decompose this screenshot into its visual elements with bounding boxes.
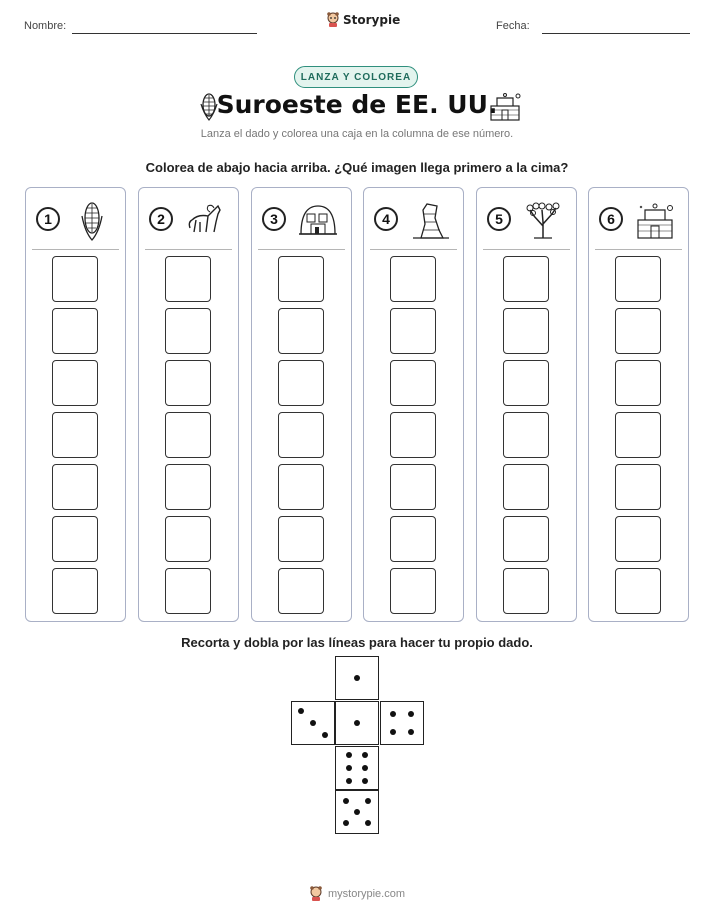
color-box[interactable] xyxy=(52,464,98,510)
die-pip xyxy=(390,711,396,717)
color-box[interactable] xyxy=(503,568,549,614)
horse-icon xyxy=(184,200,226,242)
die-pip xyxy=(354,675,360,681)
footer xyxy=(0,886,714,902)
color-box[interactable] xyxy=(165,516,211,562)
storypie-mascot-icon xyxy=(326,12,340,28)
color-box[interactable] xyxy=(503,256,549,302)
die-pip xyxy=(362,778,368,784)
die-pip xyxy=(390,729,396,735)
activity-badge: LANZA Y COLOREA xyxy=(294,66,418,88)
die-pip xyxy=(354,809,360,815)
column-divider xyxy=(370,249,457,250)
die-face-5 xyxy=(335,790,379,834)
color-box[interactable] xyxy=(278,464,324,510)
date-label: Fecha: xyxy=(496,20,530,32)
color-box[interactable] xyxy=(615,308,661,354)
color-box[interactable] xyxy=(278,516,324,562)
name-label: Nombre: xyxy=(24,20,67,32)
color-box[interactable] xyxy=(503,516,549,562)
pueblo-dwelling-icon xyxy=(297,200,339,242)
die-pip xyxy=(343,820,349,826)
name-line xyxy=(72,33,257,34)
storypie-mascot-icon xyxy=(309,886,323,902)
die-pip xyxy=(346,765,352,771)
footer-url: mystorypie.com xyxy=(327,888,406,900)
die-pip xyxy=(365,798,371,804)
rock-formation-icon xyxy=(409,200,451,242)
brand-logo xyxy=(326,12,400,28)
color-box[interactable] xyxy=(165,256,211,302)
color-box[interactable] xyxy=(390,256,436,302)
color-box[interactable] xyxy=(52,308,98,354)
die-face-1 xyxy=(335,656,379,700)
mission-building-icon xyxy=(488,92,522,122)
die-pip xyxy=(343,798,349,804)
die-pip xyxy=(408,711,414,717)
color-box[interactable] xyxy=(503,360,549,406)
column-5 xyxy=(476,187,577,622)
column-divider xyxy=(595,249,682,250)
color-box[interactable] xyxy=(52,568,98,614)
color-box[interactable] xyxy=(390,412,436,458)
column-number: 2 xyxy=(149,207,173,231)
column-number: 5 xyxy=(487,207,511,231)
color-box[interactable] xyxy=(165,464,211,510)
die-instruction: Recorta y dobla por las líneas para hacer tu propio dado. xyxy=(181,635,533,650)
color-box[interactable] xyxy=(52,516,98,562)
column-divider xyxy=(145,249,232,250)
brand-name: Storypie xyxy=(343,13,401,27)
die-pip xyxy=(354,720,360,726)
column-divider xyxy=(258,249,345,250)
column-divider xyxy=(32,249,119,250)
column-number: 4 xyxy=(374,207,398,231)
die-face-3 xyxy=(291,701,335,745)
color-box[interactable] xyxy=(503,464,549,510)
color-box[interactable] xyxy=(52,256,98,302)
color-box[interactable] xyxy=(165,568,211,614)
column-number: 3 xyxy=(262,207,286,231)
color-box[interactable] xyxy=(390,308,436,354)
color-box[interactable] xyxy=(503,412,549,458)
die-face-4 xyxy=(380,701,424,745)
color-box[interactable] xyxy=(615,516,661,562)
mission-building-icon xyxy=(634,200,676,242)
color-box[interactable] xyxy=(503,308,549,354)
die-pip xyxy=(298,708,304,714)
color-box[interactable] xyxy=(615,568,661,614)
color-box[interactable] xyxy=(615,412,661,458)
color-box[interactable] xyxy=(390,464,436,510)
subtitle: Lanza el dado y colorea una caja en la columna de ese número. xyxy=(200,128,514,140)
column-number: 1 xyxy=(36,207,60,231)
color-box[interactable] xyxy=(278,412,324,458)
color-box[interactable] xyxy=(52,360,98,406)
color-box[interactable] xyxy=(52,412,98,458)
die-pip xyxy=(362,752,368,758)
desert-tree-icon xyxy=(522,200,564,242)
die-pip xyxy=(322,732,328,738)
color-box[interactable] xyxy=(278,568,324,614)
color-box[interactable] xyxy=(165,360,211,406)
column-3 xyxy=(251,187,352,622)
die-pip xyxy=(310,720,316,726)
color-box[interactable] xyxy=(278,256,324,302)
color-box[interactable] xyxy=(165,412,211,458)
column-2 xyxy=(138,187,239,622)
instruction: Colorea de abajo hacia arriba. ¿Qué imagen llega primero a la cima? xyxy=(145,160,569,175)
date-line xyxy=(542,33,690,34)
column-number: 6 xyxy=(599,207,623,231)
color-box[interactable] xyxy=(390,568,436,614)
page-title: Suroeste de EE. UU. xyxy=(216,90,498,119)
die-pip xyxy=(365,820,371,826)
color-box[interactable] xyxy=(390,360,436,406)
color-box[interactable] xyxy=(278,360,324,406)
color-box[interactable] xyxy=(615,256,661,302)
column-4 xyxy=(363,187,464,622)
color-box[interactable] xyxy=(615,360,661,406)
color-box[interactable] xyxy=(278,308,324,354)
color-box[interactable] xyxy=(390,516,436,562)
color-box[interactable] xyxy=(165,308,211,354)
die-face-6 xyxy=(335,746,379,790)
die-pip xyxy=(408,729,414,735)
die-face-1 xyxy=(335,701,379,745)
corn-icon xyxy=(71,200,113,242)
die-pip xyxy=(362,765,368,771)
column-6 xyxy=(588,187,689,622)
column-1 xyxy=(25,187,126,622)
die-pip xyxy=(346,778,352,784)
column-divider xyxy=(483,249,570,250)
color-box[interactable] xyxy=(615,464,661,510)
die-pip xyxy=(346,752,352,758)
